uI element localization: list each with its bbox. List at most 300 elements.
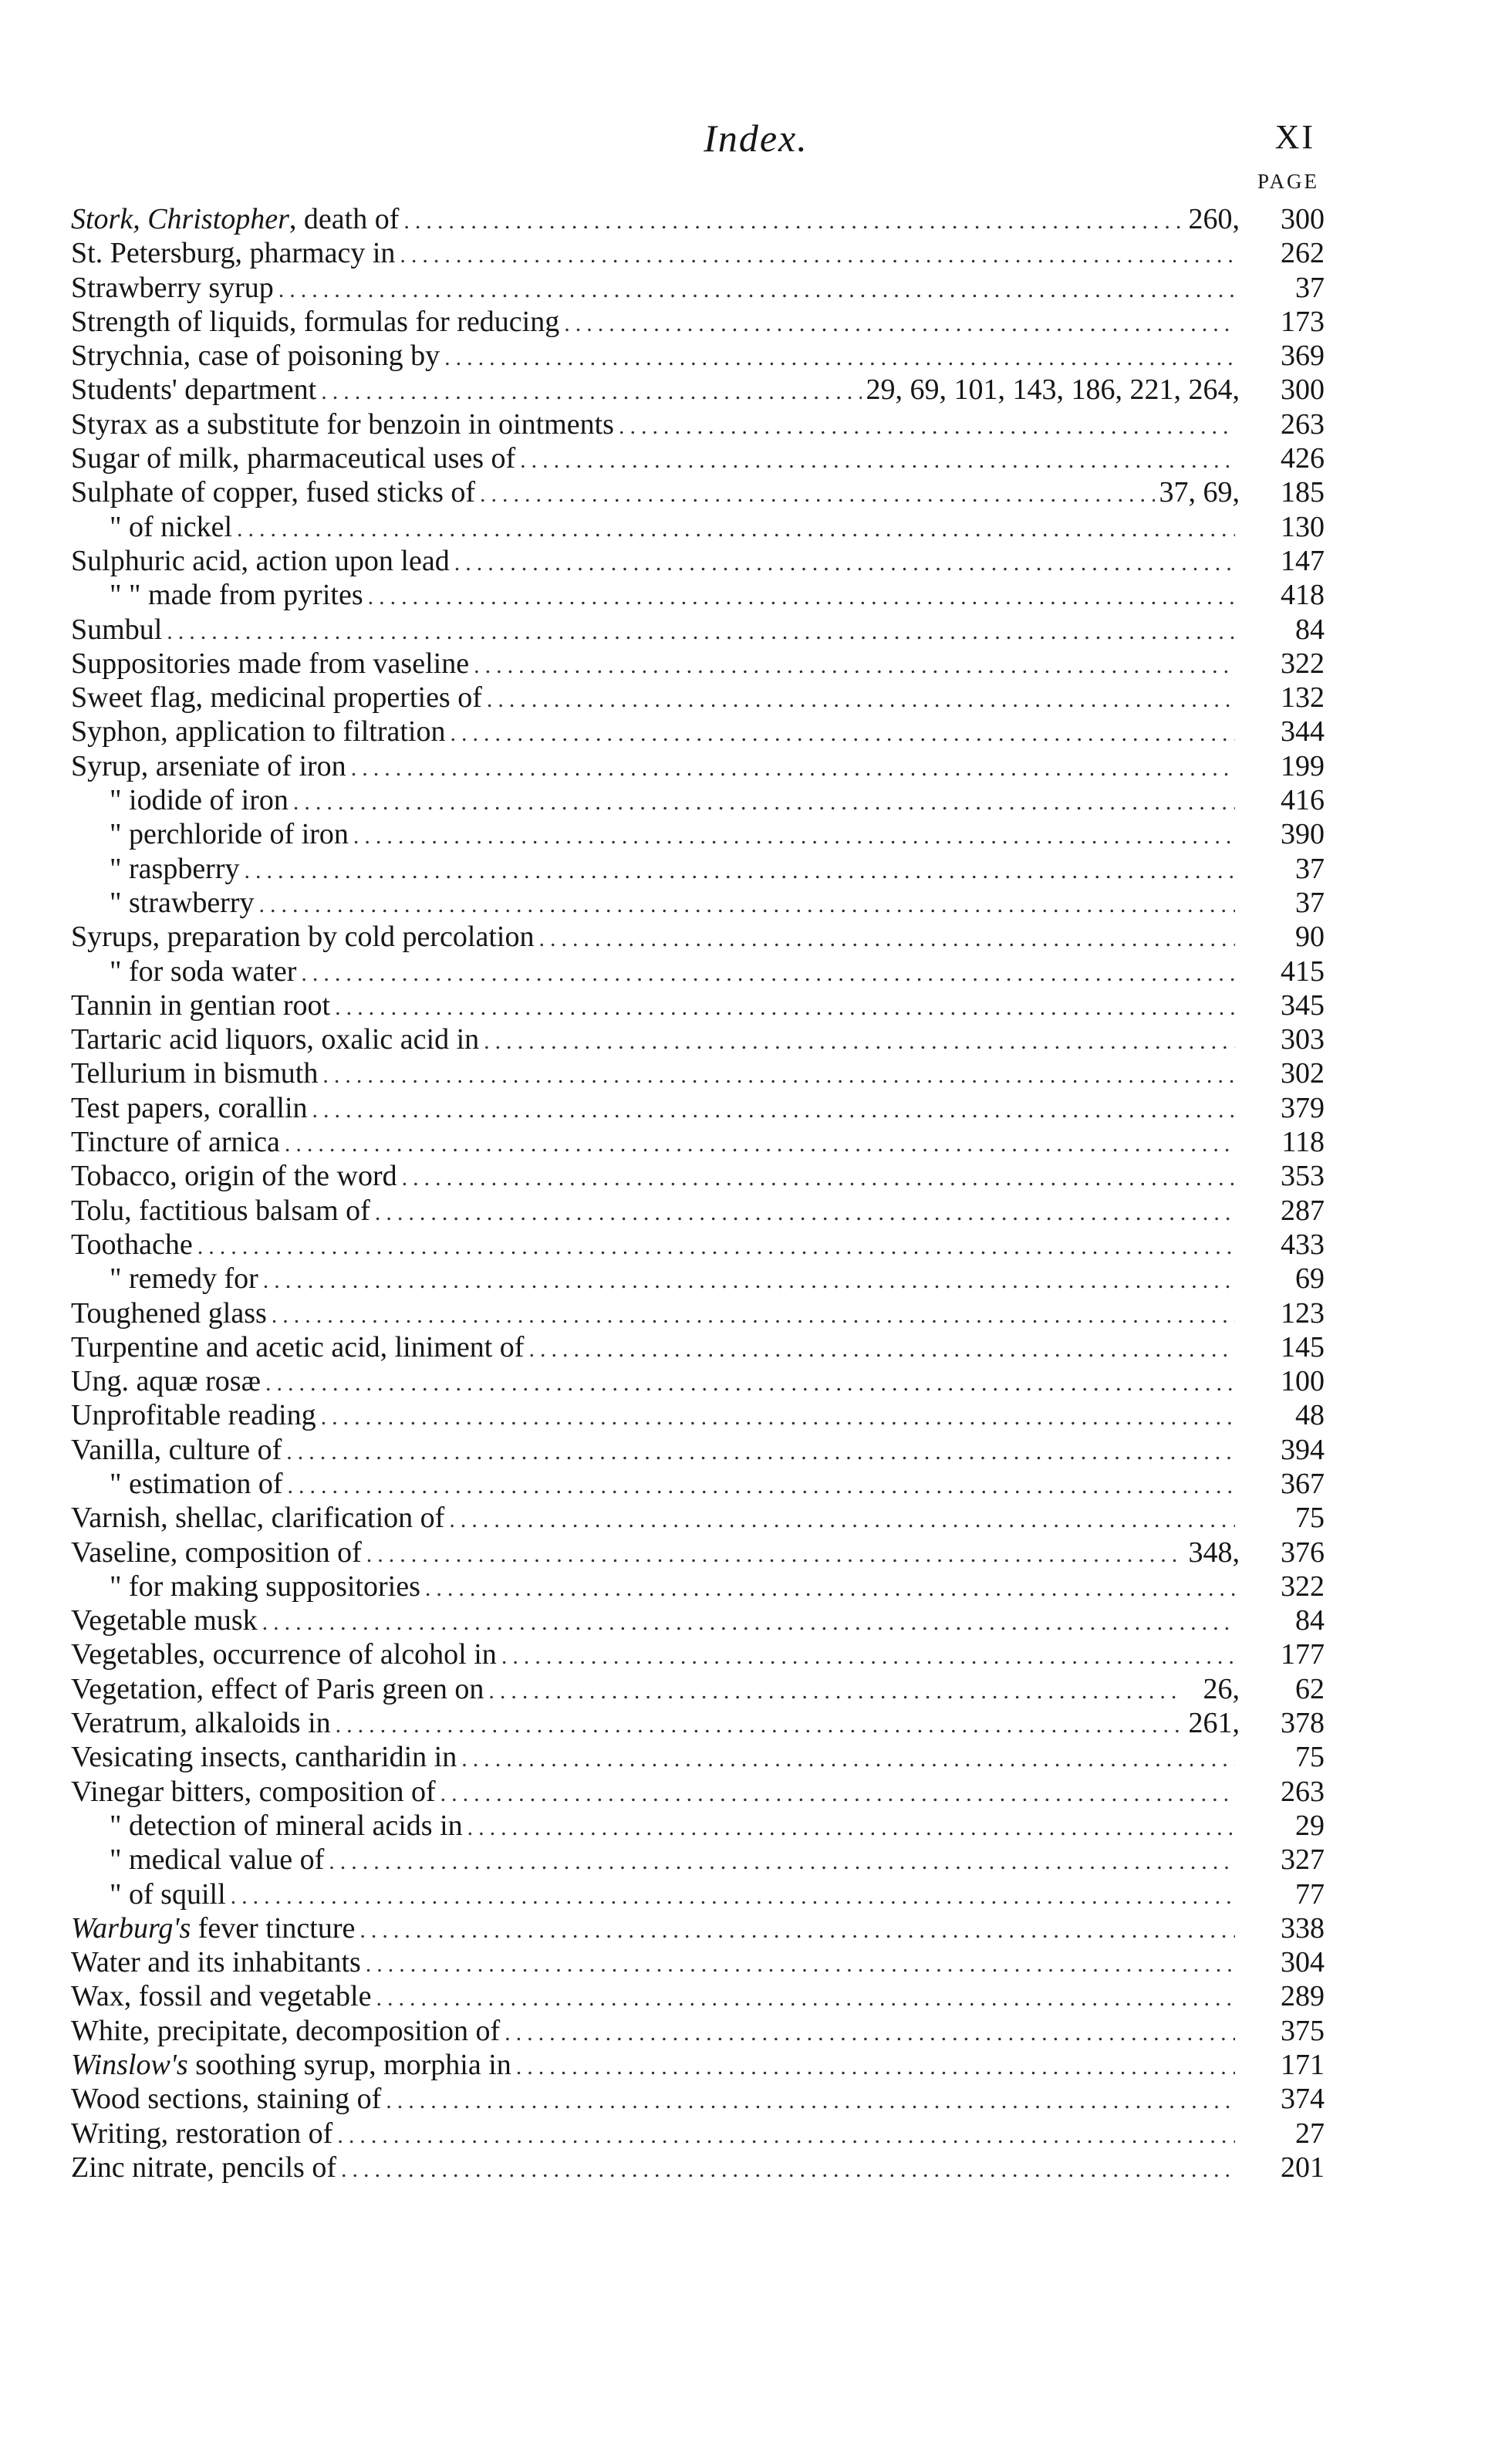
entry-text [71,1330,524,1364]
dot-leader [564,307,1235,341]
entry-title: Tobacco, origin of the word [71,1160,397,1193]
dot-leader [619,410,1235,444]
dot-leader [329,1845,1235,1879]
entry-title: Vinegar bitters, composition of [71,1775,436,1808]
running-title: Index. [704,117,808,160]
entry-page-number: 37 [1295,271,1325,304]
entry-text [71,2151,336,2185]
entry-page-number: 84 [1295,613,1325,646]
entry-title: Strychnia, case of poisoning by [71,340,440,373]
entry-text [71,578,363,612]
entry-title: " iodide of iron [110,784,289,817]
index-entry [71,2082,1325,2116]
dot-leader [245,854,1236,888]
entry-text [71,1228,193,1262]
entry-text [71,544,450,578]
entry-text [71,202,399,236]
entry-page-number: 390 [1281,818,1325,851]
index-entry [71,1194,1325,1228]
dot-leader [262,1606,1235,1640]
entry-text [71,2117,332,2151]
index-entry [71,886,1325,920]
index-entry [71,578,1325,612]
entry-page-number: 48 [1295,1399,1325,1432]
dot-leader [488,1674,1181,1708]
entry-title: Vesicating insects, cantharidin in [71,1741,457,1774]
entry-text [71,2014,500,2048]
dot-leader [272,1299,1235,1333]
entry-title: " " made from pyrites [110,579,363,612]
dot-leader [285,1127,1235,1161]
index-entry [71,1022,1325,1056]
entry-page-number: 418 [1281,579,1325,612]
entry-page-number: 75 [1295,1741,1325,1774]
entry-additional-pages: 26, [1203,1672,1240,1705]
entry-title: Veratrum, alkaloids in [71,1707,331,1740]
entry-text [71,1843,324,1877]
entry-title: " strawberry [110,886,255,919]
dot-leader [265,1367,1235,1401]
index-entry [71,715,1325,748]
entry-page-number: 344 [1281,715,1325,748]
entry-page-number: 90 [1295,921,1325,954]
entry-title: " for making suppositories [110,1570,420,1603]
index-entry [71,647,1325,681]
entry-title: Vanilla, culture of [71,1433,282,1466]
index-entry [71,1364,1325,1398]
entry-title: St. Petersburg, pharmacy in [71,237,396,270]
dot-leader [450,717,1235,751]
index-entry [71,202,1325,236]
entry-text [71,886,255,920]
dot-leader [167,615,1235,649]
index-entry [71,1740,1325,1774]
entry-title: Strength of liquids, formulas for reducing [71,305,560,338]
entry-title: Syphon, application to filtration [71,715,446,748]
index-entry [71,1228,1325,1262]
entry-page-number: 147 [1281,544,1325,577]
entry-title: Ung. aquæ rosæ [71,1365,261,1398]
entry-page-number: 84 [1295,1604,1325,1637]
index-entry [71,1706,1325,1740]
dot-leader [231,1880,1235,1914]
dot-leader [444,341,1235,375]
dot-leader [505,2016,1235,2050]
entry-text [71,2048,511,2082]
dot-leader [501,1640,1235,1674]
index-entry [71,1843,1325,1877]
dot-leader [461,1742,1235,1776]
entry-page-number: 327 [1281,1843,1325,1877]
entry-text [71,1091,308,1125]
entry-text [71,1877,226,1911]
entry-title: Vegetable musk [71,1604,258,1637]
index-entry [71,1603,1325,1637]
dot-leader [484,1025,1235,1059]
index-entry [71,2048,1325,2082]
entry-title: " raspberry [110,852,240,885]
entry-page-number: 29 [1295,1809,1325,1842]
dot-leader [359,1914,1235,1948]
entry-text [71,1398,316,1432]
entry-page-number: 375 [1281,2014,1325,2047]
entry-title: Varnish, shellac, clarification of [71,1502,445,1535]
entry-title: Tellurium in bismuth [71,1057,319,1090]
entry-page-number: 199 [1281,749,1325,782]
index-entry [71,510,1325,544]
index-entry [71,1570,1325,1603]
entry-title: Tannin in gentian root [71,988,331,1022]
entry-title: soothing syrup, morphia in [187,2049,511,2082]
index-entry [71,305,1325,339]
entry-additional-pages: 348, [1188,1536,1240,1569]
entry-text [71,271,274,305]
dot-leader [528,1333,1235,1367]
entry-page-number: 62 [1295,1672,1325,1705]
entry-page-number: 130 [1281,510,1325,543]
index-entry [71,271,1325,305]
index-entry [71,441,1325,475]
entry-title: Writing, restoration of [71,2117,333,2150]
entry-title: " perchloride of iron [110,818,349,851]
dot-leader [480,478,1154,512]
index-entry [71,1877,1325,1911]
entry-page-number: 353 [1281,1160,1325,1193]
page-folio: XI [1274,118,1315,156]
entry-page-number: 302 [1281,1057,1325,1090]
index-entry [71,1501,1325,1535]
entry-name-italic: Winslow's [71,2049,188,2082]
entry-text [71,1056,318,1090]
dot-leader [321,375,861,409]
entry-title: Wood sections, staining of [71,2083,382,2116]
entry-title: Strawberry syrup [71,271,274,304]
index-entry [71,988,1325,1022]
entry-text [71,1262,258,1296]
entry-page-number: 201 [1281,2151,1325,2184]
dot-leader [286,1435,1235,1469]
dot-leader [440,1777,1235,1811]
entry-title: " remedy for [110,1262,258,1296]
entry-name-italic: Stork, Christopher [71,203,289,235]
entry-title: " estimation of [110,1467,283,1500]
dot-leader [312,1093,1235,1127]
entry-page-number: 338 [1281,1911,1325,1945]
index-entry [71,236,1325,270]
entry-page-number: 75 [1295,1502,1325,1535]
index-entry [71,2014,1325,2048]
entry-text [71,510,232,544]
index-entry [71,2117,1325,2151]
entry-text [71,441,515,475]
index-entry [71,1809,1325,1843]
entry-text [71,1570,420,1603]
entry-page-number: 171 [1281,2049,1325,2082]
entry-page-number: 300 [1281,203,1325,235]
entry-title: Students' department [71,373,317,407]
index-entry [71,1091,1325,1125]
entry-text [71,2082,381,2116]
entry-text [71,1775,436,1809]
entry-text [71,1159,397,1193]
entry-page-number: 27 [1295,2117,1325,2150]
dot-leader [301,957,1235,991]
entry-title: Styrax as a substitute for benzoin in ointments [71,407,614,441]
dot-leader [454,546,1235,580]
index-entry [71,1536,1325,1570]
entry-text [71,475,475,509]
entry-title: Suppositories made from vaseline [71,647,470,680]
index-entry [71,1262,1325,1296]
entry-text [71,1467,282,1501]
dot-leader [376,1982,1235,2016]
entry-page-number: 433 [1281,1228,1325,1261]
entry-additional-pages: 29, 69, 101, 143, 186, 221, 264, [866,373,1240,407]
entry-page-number: 145 [1281,1330,1325,1363]
entry-title: White, precipitate, decomposition of [71,2014,501,2047]
dot-leader [402,1161,1235,1195]
entry-text [71,1637,497,1671]
entry-page-number: 367 [1281,1467,1325,1500]
entry-page-number: 263 [1281,407,1325,441]
entry-page-number: 100 [1281,1365,1325,1398]
index-entry [71,1159,1325,1193]
index-entry [71,1056,1325,1090]
entry-title: " medical value of [110,1843,325,1877]
entry-text [71,339,440,373]
dot-leader [341,2153,1235,2187]
dot-leader [375,1196,1235,1230]
entry-text [71,749,346,783]
entry-text [71,1809,463,1843]
index-entry [71,407,1325,441]
entry-title: Syrups, preparation by cold percolation [71,921,535,954]
dot-leader [425,1572,1235,1606]
index-entry [71,339,1325,373]
index-entry [71,955,1325,988]
entry-text [71,681,482,715]
entry-page-number: 369 [1281,340,1325,373]
index-entry [71,749,1325,783]
entry-page-number: 123 [1281,1296,1325,1330]
entry-title: fever tincture [191,1911,356,1945]
entry-title: Toughened glass [71,1296,267,1330]
dot-leader [467,1811,1235,1845]
dot-leader [287,1469,1235,1503]
dot-leader [538,922,1235,956]
entry-text [71,1536,362,1570]
index-entry [71,1945,1325,1979]
index-entry [71,2151,1325,2185]
index-entry [71,1398,1325,1432]
dot-leader [474,649,1235,683]
entry-name-italic: Warburg's [71,1911,191,1945]
index-entry [71,783,1325,817]
entry-text [71,1740,457,1774]
entry-text [71,1501,444,1535]
dot-leader [366,1948,1235,1982]
index-entry [71,1125,1325,1159]
entry-page-number: 416 [1281,784,1325,817]
entry-text [71,1364,261,1398]
entry-title: " for soda water [110,955,297,988]
dot-leader [237,512,1235,546]
entry-text [71,1979,371,2013]
entry-page-number: 263 [1281,1775,1325,1808]
dot-leader [400,238,1235,272]
entry-page-number: 132 [1281,681,1325,715]
entry-page-number: 345 [1281,988,1325,1022]
entry-page-number: 289 [1281,1980,1325,2013]
entry-page-number: 118 [1281,1126,1325,1159]
entry-text [71,373,316,407]
entry-page-number: 177 [1281,1638,1325,1671]
entry-page-number: 378 [1281,1707,1325,1740]
entry-page-number: 300 [1281,373,1325,407]
entry-text [71,1706,331,1740]
index-entry [71,613,1325,647]
dot-leader [449,1503,1235,1537]
entry-title: Tincture of arnica [71,1126,280,1159]
dot-leader [259,888,1236,922]
entry-page-number: 77 [1295,1877,1325,1911]
entry-title: Water and its inhabitants [71,1946,361,1979]
entry-page-number: 379 [1281,1091,1325,1124]
entry-title: Turpentine and acetic acid, liniment of [71,1330,525,1363]
dot-leader [353,819,1235,853]
entry-text [71,1022,479,1056]
entry-page-number: 37 [1295,886,1325,919]
entry-text [71,647,469,681]
index-entry [71,544,1325,578]
entry-text [71,1433,282,1467]
entry-title: Sulphate of copper, fused sticks of [71,476,476,509]
entry-title: Syrup, arseniate of iron [71,749,346,782]
index-entry [71,817,1325,851]
index-entry [71,1330,1325,1364]
dot-leader [403,204,1181,238]
entry-page-number: 322 [1281,647,1325,680]
dot-leader [293,786,1235,819]
entry-page-number: 304 [1281,1946,1325,1979]
entry-text [71,407,614,441]
dot-leader [278,273,1235,307]
entry-title: " of squill [110,1877,226,1911]
entry-title: Vegetation, effect of Paris green on [71,1672,484,1705]
entry-text [71,852,240,886]
dot-leader [336,1708,1181,1742]
entry-page-number: 185 [1281,476,1325,509]
entry-title: Tartaric acid liquors, oxalic acid in [71,1023,480,1056]
entry-text [71,236,395,270]
dot-leader [321,1401,1235,1434]
entry-page-number: 303 [1281,1023,1325,1056]
entry-text [71,1296,267,1330]
entry-text [71,1945,361,1979]
entry-page-number: 426 [1281,442,1325,475]
entry-page-number: 394 [1281,1433,1325,1466]
dot-leader [337,2119,1235,2153]
entry-page-number: 374 [1281,2083,1325,2116]
index-entry [71,920,1325,954]
entry-text [71,305,559,339]
index-entry [71,1672,1325,1706]
index-entry [71,1911,1325,1945]
entry-additional-pages: 260, [1188,203,1240,235]
dot-leader [516,2050,1235,2084]
dot-leader [366,1538,1181,1572]
entry-page-number: 287 [1281,1194,1325,1227]
page-column-label: PAGE [1257,170,1319,193]
entry-page-number: 322 [1281,1570,1325,1603]
dot-leader [263,1264,1235,1298]
index-entry [71,1467,1325,1501]
entry-text [71,817,349,851]
entry-text [71,1603,258,1637]
entry-title: Tolu, factitious balsam of [71,1194,370,1227]
entry-title: Sugar of milk, pharmaceutical uses of [71,442,516,475]
dot-leader [487,683,1235,717]
entry-text [71,715,445,748]
index-entries [71,202,1325,2185]
entry-title: Sulphuric acid, action upon lead [71,544,450,577]
index-entry [71,852,1325,886]
index-entry [71,1775,1325,1809]
entry-title: " of nickel [110,510,233,543]
entry-text [71,783,289,817]
entry-title: Wax, fossil and vegetable [71,1980,372,2013]
entry-page-number: 415 [1281,955,1325,988]
entry-title: , death of [289,203,400,235]
entry-title: " detection of mineral acids in [110,1809,463,1842]
index-entry [71,1979,1325,2013]
index-entry [71,1296,1325,1330]
entry-text [71,1125,280,1159]
entry-title: Unprofitable reading [71,1399,316,1432]
index-entry [71,475,1325,509]
entry-page-number: 37 [1295,852,1325,885]
dot-leader [520,444,1235,478]
dot-leader [351,752,1235,786]
index-entry [71,1433,1325,1467]
entry-additional-pages: 261, [1188,1707,1240,1740]
entry-title: Sumbul [71,613,163,646]
entry-title: Zinc nitrate, pencils of [71,2151,336,2184]
entry-title: Vaseline, composition of [71,1536,362,1569]
dot-leader [386,2084,1235,2118]
entry-text [71,613,162,647]
entry-page-number: 173 [1281,305,1325,338]
dot-leader [335,991,1235,1025]
dot-leader [368,580,1235,614]
entry-page-number: 262 [1281,237,1325,270]
dot-leader [197,1230,1235,1264]
entry-text [71,1194,370,1228]
entry-title: Test papers, corallin [71,1091,308,1124]
entry-text [71,955,296,988]
entry-text [71,1911,355,1945]
entry-text [71,988,330,1022]
entry-title: Toothache [71,1228,193,1261]
entry-title: Vegetables, occurrence of alcohol in [71,1638,497,1671]
dot-leader [322,1059,1235,1093]
index-entry [71,373,1325,407]
entry-title: Sweet flag, medicinal properties of [71,681,482,715]
entry-text [71,920,534,954]
entry-text [71,1672,484,1706]
index-entry [71,681,1325,715]
index-entry [71,1637,1325,1671]
